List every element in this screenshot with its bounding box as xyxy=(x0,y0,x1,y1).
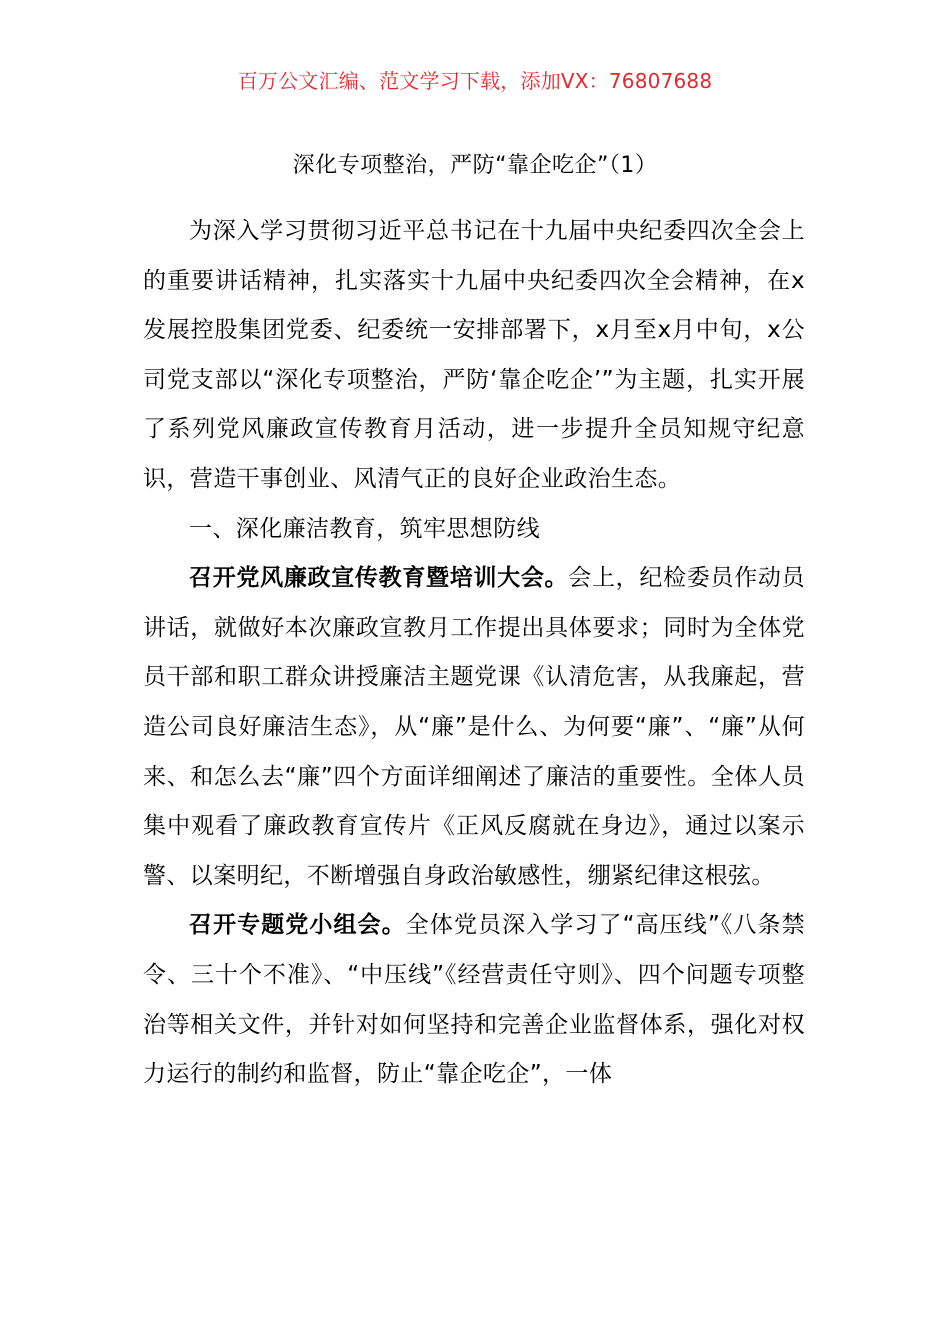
paragraph-training-meeting-lead: 召开党风廉政宣传教育暨培训大会。 xyxy=(189,565,569,592)
paragraph-party-group-meeting-text: 全体党员深入学习了“高压线”《八条禁令、三十个不准》、“中压线”《经营责任守则》、四个问题专项整治等相关文件，并针对如何坚持和完善企业监督体系，强化对权力运行的制约和监督，防止“靠企吃企”，一体 xyxy=(143,912,806,1088)
paragraph-intro xyxy=(143,207,805,505)
paragraph-training-meeting xyxy=(143,554,805,901)
paragraph-party-group-meeting xyxy=(143,901,805,1099)
paragraph-party-group-meeting-lead: 召开专题党小组会。 xyxy=(189,912,406,939)
page-title: 深化专项整治，严防“靠企吃企”（1） xyxy=(292,153,658,178)
section-heading-1-text: 一、深化廉洁教育，筑牢思想防线 xyxy=(189,515,540,542)
paragraph-training-meeting-text: 会上，纪检委员作动员讲话，就做好本次廉政宣教月工作提出具体要求；同时为全体党员干部和职工群众讲授廉洁主题党课《认清危害，从我廉起，营造公司良好廉洁生态》，从“廉”是什么、为何要“廉”、“廉”从何来、和怎么去“廉”四个方面详细阐述了廉洁的重要性。全体人员集中观看了廉政教育宣传片《正风反腐就在身边》，通过以案示警、以案明纪，不断增强自身政治敏感性，绷紧纪律这根弦。 xyxy=(143,565,805,889)
section-heading-1 xyxy=(143,505,805,555)
document-body xyxy=(143,207,805,1100)
header-ad-banner: 百万公文汇编、范文学习下载，添加VX：76807688 xyxy=(237,69,713,93)
paragraph-intro-text: 为深入学习贯彻习近平总书记在十九届中央纪委四次全会上的重要讲话精神，扎实落实十九届中央纪委四次全会精神，在x发展控股集团党委、纪委统一安排部署下，x月至x月中旬，x公司党支部以“深化专项整治，严防‘靠企吃企’”为主题，扎实开展了系列党风廉政宣传教育月活动，进一步提升全员知规守纪意识，营造干事创业、风清气正的良好企业政治生态。 xyxy=(143,218,805,492)
